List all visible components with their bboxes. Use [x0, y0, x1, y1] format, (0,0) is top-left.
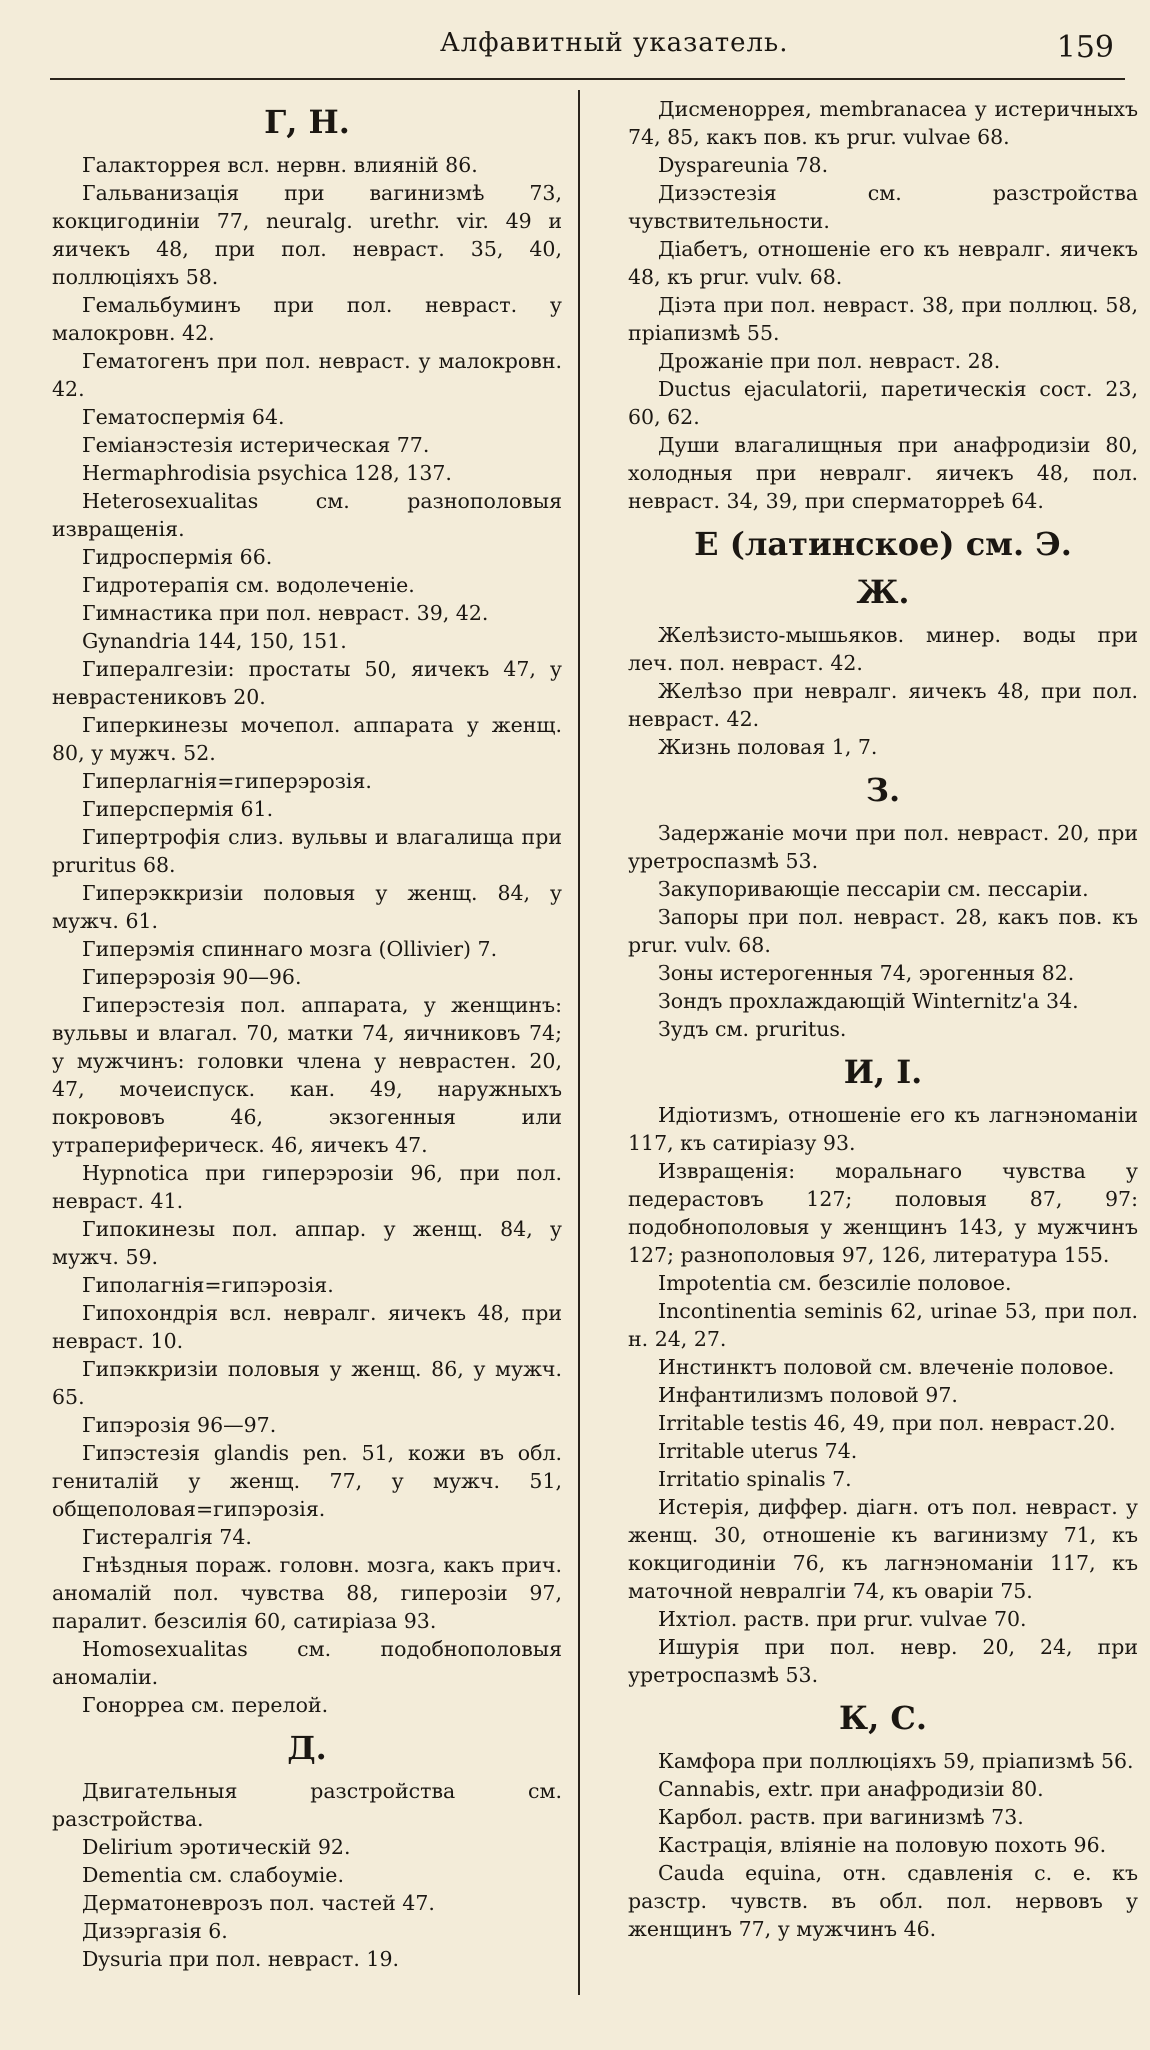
index-entry: Impotentia см. безсиліе половое. [658, 1271, 1012, 1295]
section-letter-heading: Г, Н. [264, 103, 350, 141]
section-letter-heading: И, I. [843, 1053, 923, 1091]
page-header [0, 0, 1150, 95]
running-title: Алфавитный указатель. [440, 28, 789, 58]
index-entry: Кастрація, вліяніе на половую похоть 96. [658, 1833, 1107, 1857]
index-entry: Истерія, диффер. діагн. отъ пол. неврaст. у женщ. 30, отношеніе къ вагинизму 71, къ кокцигодиніи 76, къ лагнэноманіи 117, къ маточной невралгіи 74, къ оваріи 75. [628, 1495, 1138, 1603]
index-entry: Гемальбуминъ при пол. неврaст. у малокровн. 42. [52, 293, 562, 345]
index-entry: Гиперэрозія 90—96. [82, 965, 302, 989]
index-entry: Извращенія: моральнаго чувства у педерастовъ 127; половыя 87, 97: подобнополовыя у женщинъ 143, у мужчинъ 127; разнополовыя 97, 126, литература 155. [628, 1159, 1138, 1267]
index-entry: Delirium эротическій 92. [82, 1835, 351, 1859]
index-entry: Зудъ см. pruritus. [658, 1017, 847, 1041]
index-entry: Гимнастика при пол. неврaст. 39, 42. [82, 601, 489, 625]
index-entry: Гипэрозія 96—97. [82, 1413, 277, 1437]
index-entry: Гипохондрія всл. невралг. яичекъ 48, при неврaст. 10. [52, 1301, 562, 1353]
index-entry: Hermaphrodisia psychica 128, 137. [82, 461, 452, 485]
index-entry: Cannabis, extr. при анафродизіи 80. [658, 1777, 1044, 1801]
index-entry: Ductus ejaculatorii, паретическія сост. 23, 60, 62. [628, 377, 1138, 429]
index-entry: Гиперспермія 61. [82, 797, 274, 821]
index-entry: Дрожаніе при пол. неврaст. 28. [658, 349, 1001, 373]
right-column [628, 95, 1138, 1943]
index-entry: Карбол. раств. при вагинизмѣ 73. [658, 1805, 1024, 1829]
index-entry: Гематогенъ при пол. неврaст. у малокровн. 42. [52, 349, 562, 401]
index-entry: Гипокинезы пол. аппар. у женщ. 84, у мужч. 59. [52, 1217, 562, 1269]
index-entry: Зоны истерогенныя 74, эрогенныя 82. [658, 961, 1075, 985]
index-entry: Hypnotica при гиперэрозіи 96, при пол. неврaст. 41. [52, 1161, 562, 1213]
index-entry: Двигательныя разстройства см. разстройства. [52, 1779, 562, 1831]
index-entry: Гиполагнія=гипэрозія. [82, 1273, 334, 1297]
index-entry: Діэта при пол. неврaст. 38, при поллюц. 58, пріапизмѣ 55. [628, 293, 1138, 345]
index-entry: Гистералгія 74. [82, 1525, 252, 1549]
index-entry: Ихтіол. раств. при prur. vulvae 70. [658, 1607, 1027, 1631]
index-entry: Гипэккризіи половыя у женщ. 86, у мужч. 65. [52, 1357, 562, 1409]
index-entry: Гидроспермія 66. [82, 545, 273, 569]
index-entry: Гипералгезіи: простаты 50, яичекъ 47, у неврaстениковъ 20. [52, 657, 562, 709]
section-letter-heading: К, С. [839, 1699, 927, 1737]
index-entry: Гипэстезія glandis pen. 51, кожи въ обл. гениталій у женщ. 77, у мужч. 51, общеполовая=гипэрозія. [52, 1441, 562, 1521]
index-entry: Dementia см. слабоуміе. [82, 1863, 344, 1887]
index-entry: Гематоспермія 64. [82, 405, 285, 429]
index-entry: Гиперкинезы мочепол. аппарата у женщ. 80, у мужч. 52. [52, 713, 562, 765]
index-entry: Діабетъ, отношеніе его къ невралг. яичекъ 48, къ prur. vulv. 68. [628, 237, 1138, 289]
section-letter-heading: Ж. [856, 573, 910, 611]
index-entry: Incontinentia seminis 62, urinae 53, при пол. н. 24, 27. [628, 1299, 1138, 1351]
index-entry: Закупоривающіе пессаріи см. пессаріи. [658, 877, 1089, 901]
index-entry: Задержаніе мочи при пол. неврaст. 20, при уретроспазмѣ 53. [628, 821, 1138, 873]
index-entry: Запоры при пол. неврaст. 28, какъ пов. къ prur. vulv. 68. [628, 905, 1138, 957]
index-entry: Инстинктъ половой см. влеченіе половое. [658, 1355, 1115, 1379]
section-letter-heading: З. [865, 771, 901, 809]
index-entry: Дизэргазія 6. [82, 1919, 228, 1943]
index-entry: Irritable uterus 74. [658, 1439, 858, 1463]
index-entry: Идіотизмъ, отношеніе его къ лагнэноманіи 117, къ сатиріазу 93. [628, 1103, 1138, 1155]
index-entry: Гонорреа см. перелой. [82, 1693, 329, 1717]
index-entry: Гиперэстезія пол. аппарата, у женщинъ: вульвы и влагал. 70, матки 74, яичниковъ 74; у мужчинъ: головки члена у неврaстен. 20, 47, мочеиспуск. кан. 49, наружныхъ покрововъ 46, экзогенныя или утрапериферическ. 46, яичекъ 47. [52, 993, 562, 1157]
index-entry: Инфантилизмъ половой 97. [658, 1383, 958, 1407]
index-entry: Дерматоневрозъ пол. частей 47. [82, 1891, 435, 1915]
section-letter-heading: Е (латинское) см. Э. [694, 525, 1072, 563]
index-entry: Irritable testis 46, 49, при пол. неврaст.20. [658, 1411, 1116, 1435]
index-entry: Гальванизація при вагинизмѣ 73, кокцигодиніи 77, neuralg. urethr. vir. 49 и яичекъ 48, при пол. неврaст. 35, 40, поллюціяхъ 58. [52, 181, 562, 289]
index-entry: Dysuria при пол. неврaст. 19. [82, 1947, 399, 1971]
index-entry: Души влагалищныя при анафродизіи 80, холодныя при невралг. яичекъ 48, пол. неврaст. 34, 39, при сперматорреѣ 64. [628, 433, 1138, 513]
index-entry: Гипертрофія слиз. вульвы и влагалища при pruritus 68. [52, 825, 562, 877]
index-entry: Зондъ прохлаждающій Winternitz'а 34. [658, 989, 1079, 1013]
index-entry: Жизнь половая 1, 7. [658, 735, 878, 759]
index-entry: Гиперэмія спиннаго мозга (Ollivier) 7. [82, 937, 498, 961]
index-entry: Gynandria 144, 150, 151. [82, 629, 347, 653]
index-entry: Галакторрея всл. нервн. влияній 86. [82, 153, 478, 177]
index-entry: Гиперлагнія=гиперэрозія. [82, 769, 372, 793]
index-entry: Желѣзо при невралг. яичекъ 48, при пол. неврaст. 42. [628, 679, 1138, 731]
section-letter-heading: Д. [287, 1729, 327, 1767]
column-divider [578, 90, 580, 1995]
index-entry: Cauda equina, отн. сдавленія с. е. къ разстр. чувств. въ обл. пол. нервовъ у женщинъ 77, у мужчинъ 46. [628, 1861, 1138, 1941]
index-entry: Желѣзисто-мышьяков. минер. воды при леч. пол. неврaст. 42. [628, 623, 1138, 675]
index-entry: Камфора при поллюціяхъ 59, пріапизмѣ 56. [658, 1749, 1134, 1773]
index-entry: Дизэстезія см. разстройства чувствительности. [628, 181, 1138, 233]
index-entry: Гидротерапія см. водолеченіе. [82, 573, 415, 597]
page-number: 159 [1056, 30, 1114, 65]
index-entry: Гнѣздныя пораж. головн. мозга, какъ прич. аномалій пол. чувства 88, гиперозіи 97, паралит. безсилія 60, сатиріаза 93. [52, 1553, 562, 1633]
index-entry: Heterosexualitas см. разнополовыя извращенія. [52, 489, 562, 541]
header-rule [50, 78, 1125, 80]
index-entry: Ишурія при пол. невр. 20, 24, при уретроспазмѣ 53. [628, 1635, 1138, 1687]
index-entry: Дисменоррея, membranacea у истеричныхъ 74, 85, какъ пов. къ prur. vulvae 68. [628, 97, 1138, 149]
left-column [52, 95, 562, 1973]
index-entry: Dyspareunia 78. [658, 153, 829, 177]
index-entry: Homosexualitas см. подобнополовыя аномаліи. [52, 1637, 562, 1689]
index-entry: Геміанэстезія истерическая 77. [82, 433, 430, 457]
index-entry: Irritatio spinalis 7. [658, 1467, 852, 1491]
index-entry: Гиперэккризіи половыя у женщ. 84, у мужч. 61. [52, 881, 562, 933]
